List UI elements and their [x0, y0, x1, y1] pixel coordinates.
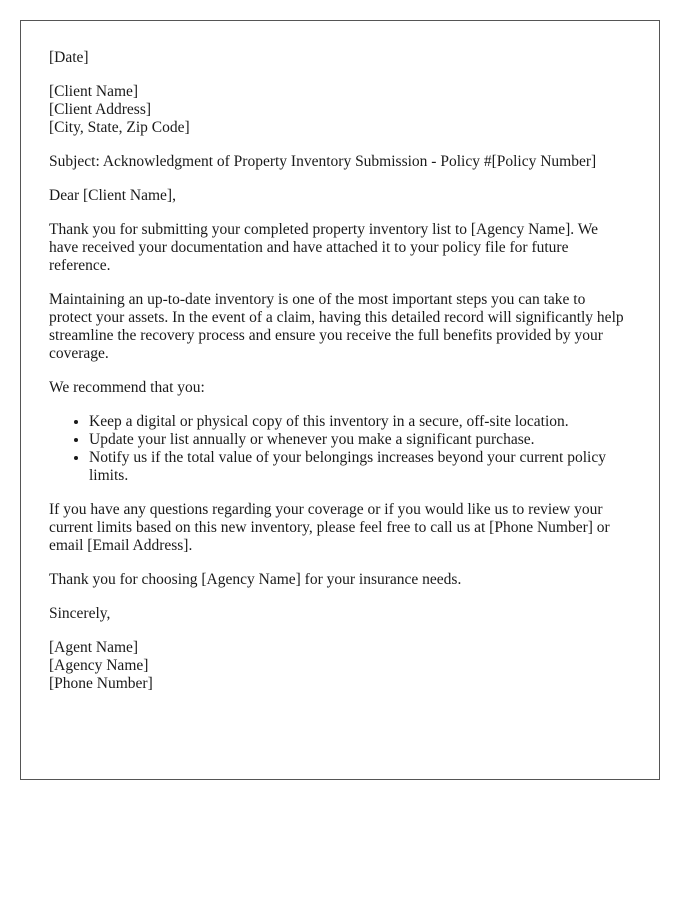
body-paragraph-recommend-intro: We recommend that you:: [49, 379, 205, 396]
body-paragraph-thank-you: Thank you for choosing [Agency Name] for your insurance needs.: [49, 571, 462, 588]
agent-phone: [Phone Number]: [49, 675, 153, 692]
body-paragraph-inventory-importance: Maintaining an up-to-date inventory is one of the most important steps you can take to protect your assets. In the event of a claim, having this detailed record will significantly help streamline the recovery process and ensure you receive the full benefits provided by your coverage.: [49, 291, 624, 362]
recipient-name: [Client Name]: [49, 83, 139, 100]
letter-date: [Date]: [49, 49, 89, 66]
recipient-city-state-zip: [City, State, Zip Code]: [49, 119, 190, 136]
list-item: • Keep a digital or physical copy of this inventory in a secure, off-site location.: [89, 413, 631, 431]
recipient-address-block: [49, 83, 631, 137]
letter-page: [20, 20, 660, 780]
salutation: Dear [Client Name],: [49, 187, 176, 204]
recipient-address: [Client Address]: [49, 101, 152, 118]
body-paragraph-questions: If you have any questions regarding your coverage or if you would like us to review your current limits based on this new inventory, please feel free to call us at [Phone Number] or email [Email Address].: [49, 501, 610, 554]
list-item: • Update your list annually or whenever you make a significant purchase.: [89, 431, 631, 449]
date-line: [49, 49, 631, 67]
subject-line: Subject: Acknowledgment of Property Inventory Submission - Policy #[Policy Number]: [49, 153, 597, 170]
agency-name: [Agency Name]: [49, 657, 149, 674]
body-paragraph-thanks: Thank you for submitting your completed property inventory list to [Agency Name]. We have received your documentation and have attached it to your policy file for future reference.: [49, 221, 599, 274]
recommendations-list: [49, 413, 631, 485]
list-item: • Notify us if the total value of your belongings increases beyond your current policy limits.: [89, 449, 631, 485]
signoff: Sincerely,: [49, 605, 111, 622]
signature-block: [49, 639, 631, 693]
agent-name: [Agent Name]: [49, 639, 139, 656]
